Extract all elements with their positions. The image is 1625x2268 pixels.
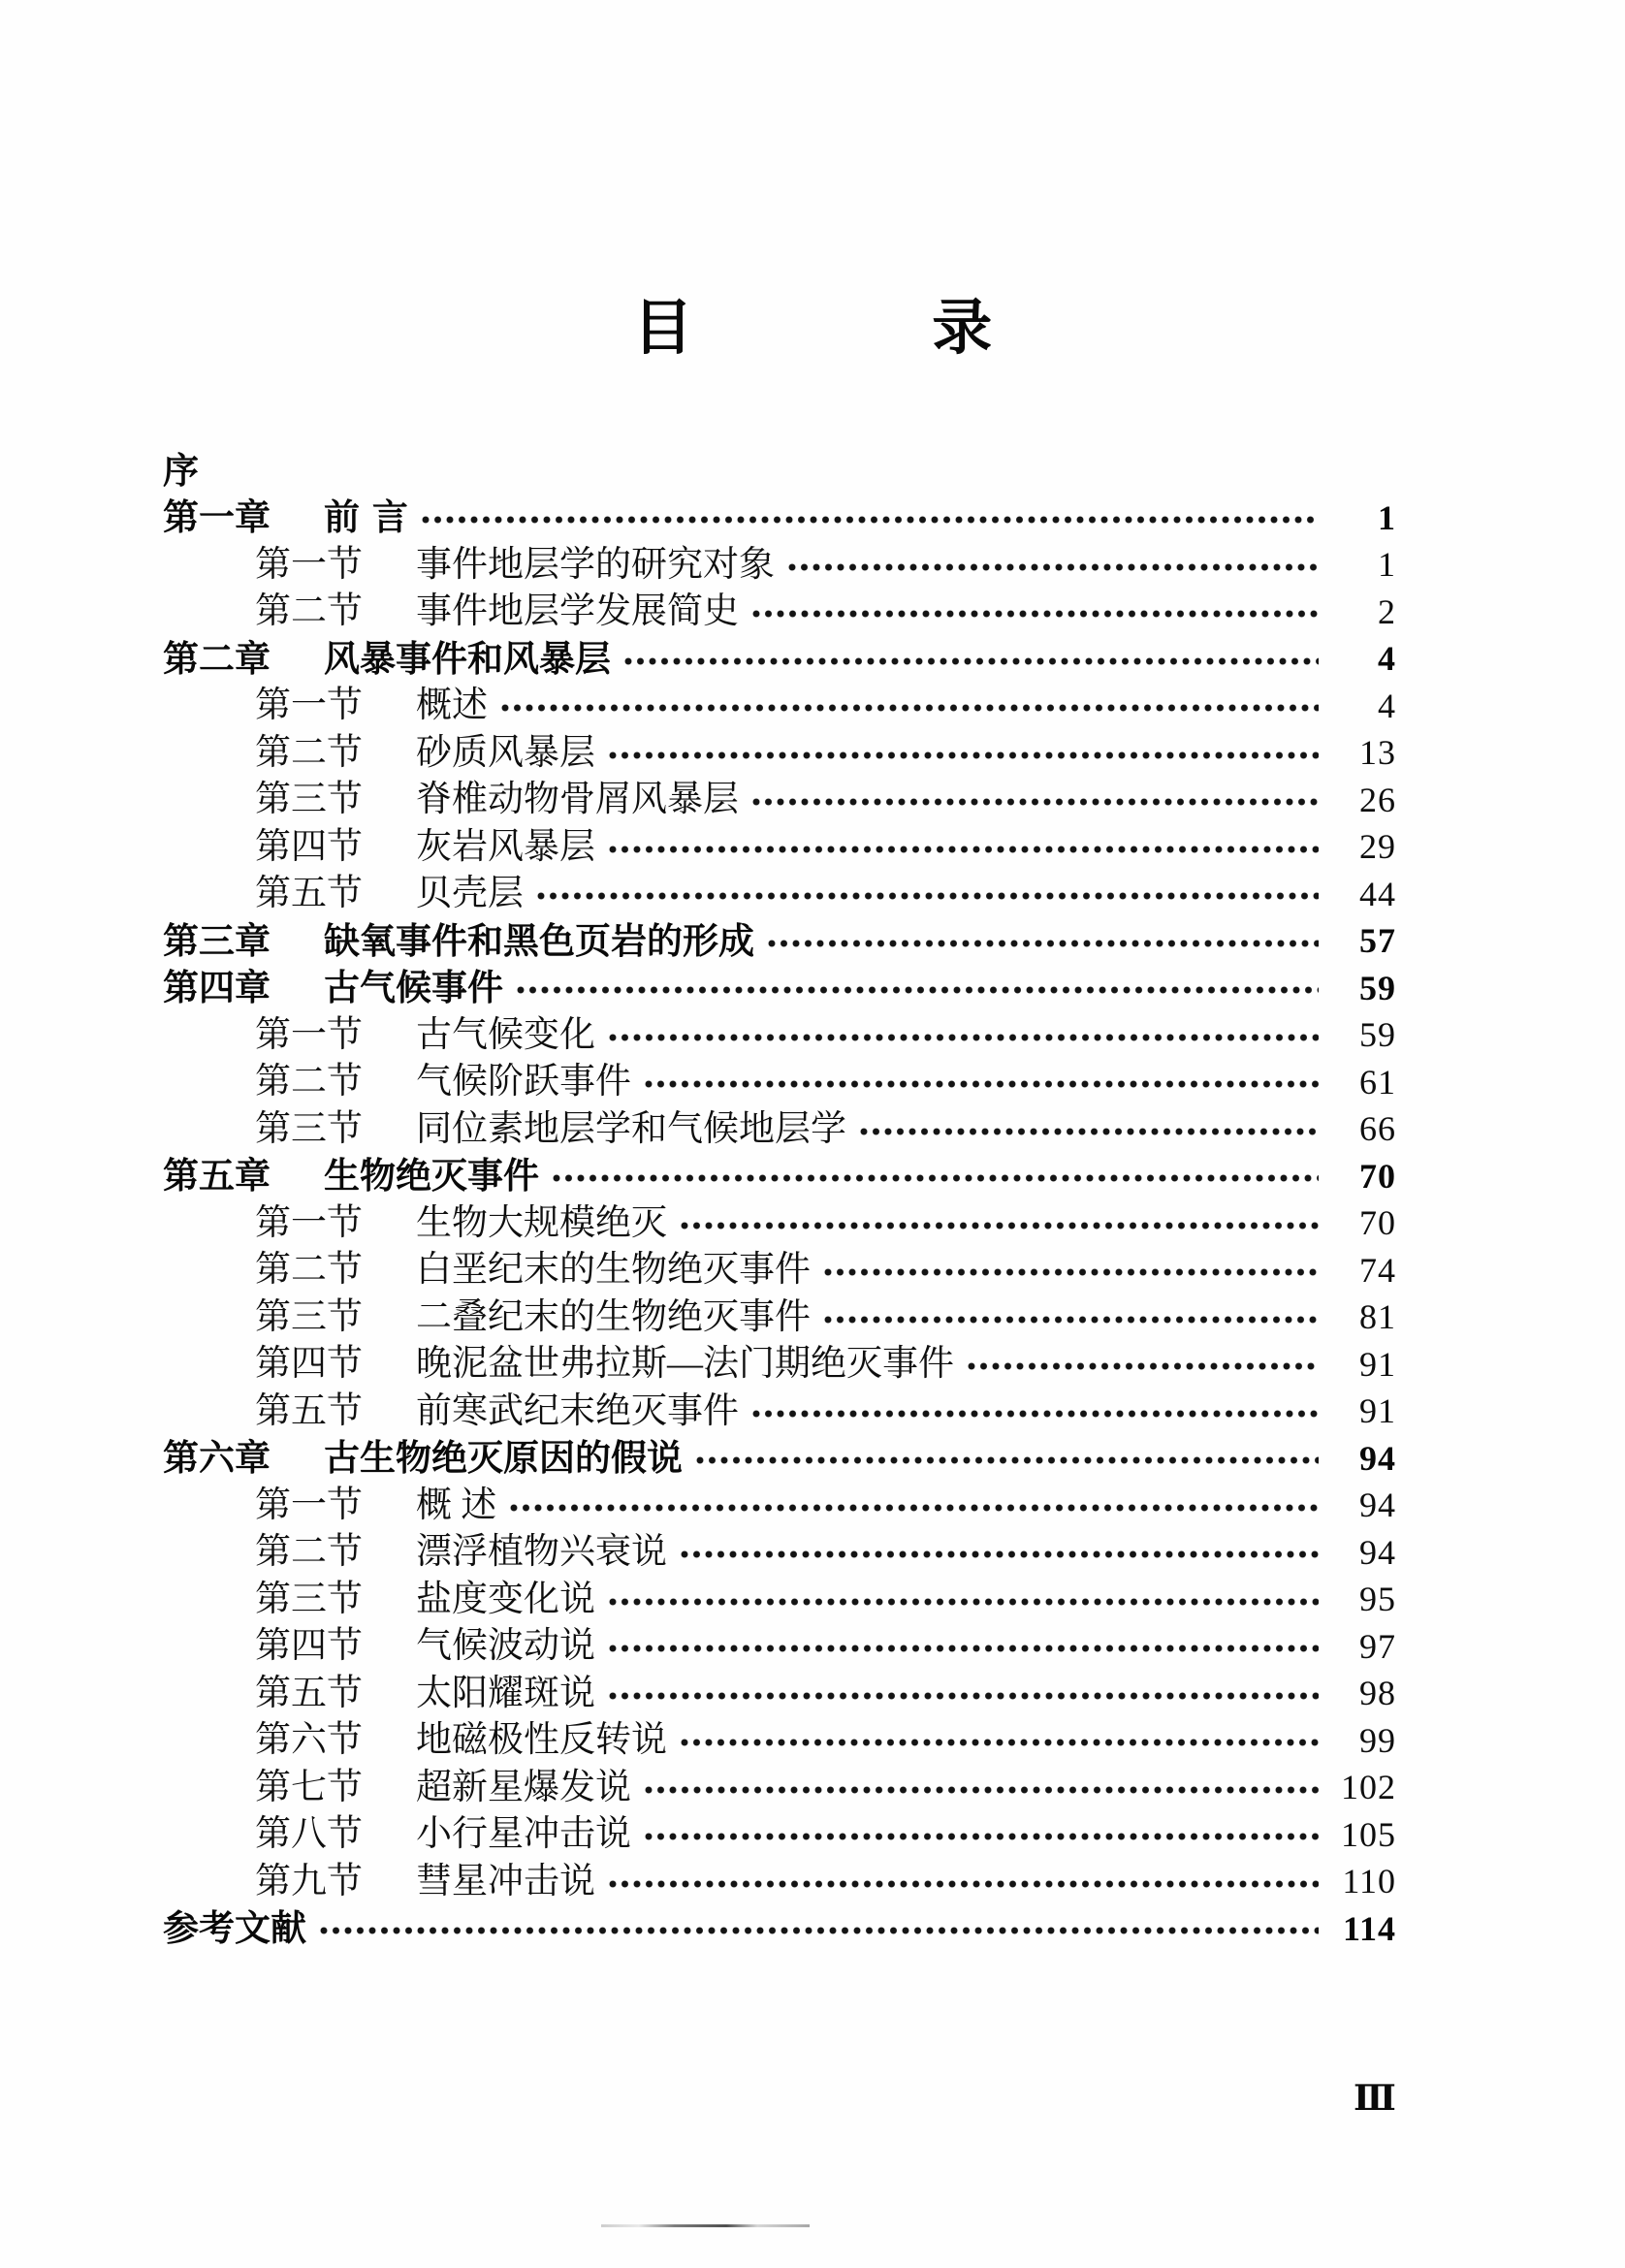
toc-entry-page-number: 70 bbox=[1359, 1156, 1396, 1196]
toc-entry bbox=[163, 447, 1396, 495]
toc-entry-label: 第一节 bbox=[255, 544, 363, 585]
dot-leader bbox=[766, 938, 1319, 950]
toc-entry-label: 第七节 bbox=[255, 1767, 363, 1807]
dot-leader bbox=[607, 1690, 1319, 1703]
toc-entry-title: 概述 bbox=[416, 686, 488, 726]
toc-entry-page-number: 97 bbox=[1359, 1626, 1396, 1666]
toc-entry bbox=[163, 823, 1396, 871]
toc-entry bbox=[163, 1764, 1396, 1811]
folio-page-number: Ⅲ bbox=[1354, 2078, 1396, 2119]
toc-entry bbox=[163, 1153, 1396, 1200]
dot-leader bbox=[786, 561, 1319, 574]
toc-entry-page-number: 94 bbox=[1359, 1532, 1396, 1572]
dot-leader bbox=[643, 1831, 1319, 1843]
dot-leader bbox=[822, 1266, 1319, 1279]
toc-entry bbox=[163, 495, 1396, 542]
toc-entry-page-number: 102 bbox=[1341, 1768, 1396, 1807]
toc-entry bbox=[163, 1011, 1396, 1059]
toc-entry-title: 生物大规模绝灭 bbox=[416, 1202, 667, 1243]
toc-entry-page-number: 13 bbox=[1359, 733, 1396, 773]
toc-entry bbox=[163, 777, 1396, 824]
toc-entry bbox=[163, 1199, 1396, 1247]
toc-entry bbox=[163, 1341, 1396, 1389]
toc-entry-page-number: 59 bbox=[1359, 968, 1396, 1007]
toc-entry-page-number: 95 bbox=[1359, 1580, 1396, 1619]
scan-artifact bbox=[601, 2224, 810, 2227]
toc-entry-label: 第一章 bbox=[163, 496, 271, 539]
toc-entry bbox=[163, 1059, 1396, 1106]
toc-entry-page-number: 4 bbox=[1378, 686, 1396, 725]
toc-entry-label: 第二节 bbox=[255, 1250, 363, 1291]
toc-entry bbox=[163, 635, 1396, 683]
toc-entry bbox=[163, 1623, 1396, 1671]
toc-entry-page-number: 99 bbox=[1359, 1720, 1396, 1760]
toc-entry-page-number: 110 bbox=[1342, 1862, 1396, 1901]
dot-leader bbox=[750, 1408, 1319, 1421]
toc-entry-title: 古生物绝灭原因的假说 bbox=[324, 1437, 683, 1480]
toc-entry bbox=[163, 541, 1396, 589]
toc-entry-title: 地磁极性反转说 bbox=[416, 1720, 667, 1761]
toc-entry-label: 第三节 bbox=[255, 1296, 363, 1337]
toc-entry-page-number: 61 bbox=[1359, 1062, 1396, 1102]
toc-entry-page-number: 91 bbox=[1359, 1391, 1396, 1431]
dot-leader bbox=[694, 1454, 1319, 1467]
toc-entry-label: 第四节 bbox=[255, 1626, 363, 1667]
dot-leader bbox=[607, 1032, 1319, 1044]
toc-entry-label: 第三节 bbox=[255, 1579, 363, 1619]
dot-leader bbox=[622, 655, 1319, 668]
toc-entry-title: 事件地层学发展简史 bbox=[416, 591, 739, 632]
toc-entry-title: 小行星冲击说 bbox=[416, 1814, 631, 1855]
toc-entry bbox=[163, 1294, 1396, 1341]
toc-entry-title: 晚泥盆世弗拉斯—法门期绝灭事件 bbox=[416, 1344, 954, 1385]
page-title: 目 录 bbox=[632, 292, 993, 363]
toc-entry-label: 第二节 bbox=[255, 1532, 363, 1573]
dot-leader bbox=[535, 890, 1319, 903]
toc-entry-title: 同位素地层学和气候地层学 bbox=[416, 1108, 846, 1149]
toc-entry-title: 事件地层学的研究对象 bbox=[416, 544, 775, 585]
toc-entry-title: 前寒武纪末绝灭事件 bbox=[416, 1390, 739, 1431]
toc-entry bbox=[163, 1905, 1396, 1953]
dot-leader bbox=[643, 1784, 1319, 1797]
toc-entry-page-number: 81 bbox=[1359, 1297, 1396, 1337]
toc-entry bbox=[163, 1858, 1396, 1905]
toc-entry-page-number: 57 bbox=[1359, 921, 1396, 961]
toc-entry-title: 超新星爆发说 bbox=[416, 1767, 631, 1807]
toc-entry-label: 第九节 bbox=[255, 1861, 363, 1901]
toc-entry-page-number: 114 bbox=[1342, 1908, 1396, 1948]
toc-entry bbox=[163, 871, 1396, 918]
toc-entry bbox=[163, 683, 1396, 730]
toc-entry-title: 生物绝灭事件 bbox=[324, 1155, 539, 1198]
toc-entry-title: 灰岩风暴层 bbox=[416, 826, 595, 867]
dot-leader bbox=[515, 984, 1319, 997]
dot-leader bbox=[499, 702, 1319, 715]
toc-entry-label: 参考文献 bbox=[163, 1907, 306, 1950]
toc-entry-label: 第五节 bbox=[255, 874, 363, 914]
toc-entry-label: 第二节 bbox=[255, 1062, 363, 1102]
toc-entry-page-number: 1 bbox=[1378, 545, 1396, 585]
toc-entry-page-number: 94 bbox=[1359, 1485, 1396, 1525]
toc-entry-title: 古气候事件 bbox=[324, 967, 503, 1009]
toc-entry-label: 第一节 bbox=[255, 1202, 363, 1243]
toc-entry-label: 第四节 bbox=[255, 826, 363, 867]
toc-entry-label: 第五节 bbox=[255, 1673, 363, 1713]
toc-entry bbox=[163, 1576, 1396, 1623]
toc-entry bbox=[163, 1811, 1396, 1859]
toc-entry-label: 第二节 bbox=[255, 732, 363, 773]
dot-leader bbox=[858, 1126, 1319, 1138]
dot-leader bbox=[551, 1172, 1319, 1185]
toc-entry-label: 第八节 bbox=[255, 1814, 363, 1855]
dot-leader bbox=[679, 1549, 1319, 1561]
toc-entry-title: 前 言 bbox=[324, 496, 408, 539]
toc-entry-page-number: 29 bbox=[1359, 827, 1396, 867]
toc-entry-title: 白垩纪末的生物绝灭事件 bbox=[416, 1250, 811, 1291]
dot-leader bbox=[607, 750, 1319, 762]
toc-entry-title: 二叠纪末的生物绝灭事件 bbox=[416, 1296, 811, 1337]
toc-entry-page-number: 91 bbox=[1359, 1344, 1396, 1384]
toc-entry-page-number: 98 bbox=[1359, 1674, 1396, 1713]
toc-entry-label: 第六节 bbox=[255, 1720, 363, 1761]
dot-leader bbox=[607, 1596, 1319, 1609]
toc-entry-title: 缺氧事件和黑色页岩的形成 bbox=[324, 919, 754, 962]
toc-entry-page-number: 74 bbox=[1359, 1250, 1396, 1290]
toc-entry-page-number: 70 bbox=[1359, 1203, 1396, 1243]
dot-leader bbox=[822, 1314, 1319, 1326]
toc-entry-title: 概 述 bbox=[416, 1485, 497, 1525]
toc-entry-title: 砂质风暴层 bbox=[416, 732, 595, 773]
toc-entry-title: 盐度变化说 bbox=[416, 1579, 595, 1619]
toc-entry-title: 太阳耀斑说 bbox=[416, 1673, 595, 1713]
dot-leader bbox=[643, 1078, 1319, 1091]
toc-entry-label: 第二章 bbox=[163, 637, 271, 680]
dot-leader bbox=[420, 514, 1319, 527]
toc-entry-page-number: 105 bbox=[1341, 1814, 1396, 1854]
dot-leader bbox=[966, 1360, 1319, 1373]
toc-entry bbox=[163, 1717, 1396, 1765]
toc-entry bbox=[163, 589, 1396, 636]
toc-entry bbox=[163, 1105, 1396, 1153]
toc-entry bbox=[163, 1247, 1396, 1294]
toc-entry bbox=[163, 1482, 1396, 1529]
dot-leader bbox=[607, 1878, 1319, 1891]
dot-leader bbox=[607, 1643, 1319, 1655]
toc-entry-title: 贝壳层 bbox=[416, 874, 524, 914]
toc-entry-title: 气候波动说 bbox=[416, 1626, 595, 1667]
toc-entry-page-number: 2 bbox=[1378, 591, 1396, 631]
toc-entry-title: 气候阶跃事件 bbox=[416, 1062, 631, 1102]
toc-entry-page-number: 4 bbox=[1378, 639, 1396, 679]
toc-entry-page-number: 26 bbox=[1359, 780, 1396, 819]
dot-leader bbox=[750, 796, 1319, 809]
toc-entry bbox=[163, 1388, 1396, 1435]
toc-entry-label: 第三节 bbox=[255, 780, 363, 820]
toc-entry-label: 第五节 bbox=[255, 1390, 363, 1431]
toc-entry-label: 第四节 bbox=[255, 1344, 363, 1385]
toc-entry-label: 第一节 bbox=[255, 1485, 363, 1525]
toc-entry bbox=[163, 917, 1396, 965]
toc-entry-title: 漂浮植物兴衰说 bbox=[416, 1532, 667, 1573]
toc-entry bbox=[163, 1529, 1396, 1577]
dot-leader bbox=[750, 608, 1319, 621]
dot-leader bbox=[607, 844, 1319, 856]
toc-entry-label: 第二节 bbox=[255, 591, 363, 632]
toc-entry-label: 第三节 bbox=[255, 1108, 363, 1149]
toc-entry bbox=[163, 729, 1396, 777]
toc-entry-page-number: 1 bbox=[1378, 497, 1396, 537]
toc-entry-title: 古气候变化 bbox=[416, 1014, 595, 1055]
toc-entry-page-number: 66 bbox=[1359, 1109, 1396, 1149]
toc-entry-label: 第一节 bbox=[255, 1014, 363, 1055]
toc-list bbox=[163, 447, 1396, 1952]
toc-entry-label: 第五章 bbox=[163, 1155, 271, 1198]
toc-entry bbox=[163, 1670, 1396, 1717]
toc-entry-page-number: 44 bbox=[1359, 874, 1396, 913]
dot-leader bbox=[679, 1737, 1319, 1749]
toc-entry-title: 彗星冲击说 bbox=[416, 1861, 595, 1901]
toc-entry-label: 第四章 bbox=[163, 967, 271, 1009]
dot-leader bbox=[318, 1925, 1319, 1937]
toc-entry-label: 第一节 bbox=[255, 686, 363, 726]
toc-entry-label: 第三章 bbox=[163, 919, 271, 962]
toc-entry-label: 第六章 bbox=[163, 1437, 271, 1480]
toc-entry bbox=[163, 1435, 1396, 1483]
dot-leader bbox=[679, 1220, 1319, 1232]
toc-entry bbox=[163, 965, 1396, 1012]
toc-entry-page-number: 59 bbox=[1359, 1015, 1396, 1055]
toc-entry-title: 风暴事件和风暴层 bbox=[324, 637, 611, 680]
toc-entry-label: 序 bbox=[163, 449, 199, 492]
dot-leader bbox=[508, 1502, 1319, 1515]
toc-entry-page-number: 94 bbox=[1359, 1438, 1396, 1478]
toc-entry-title: 脊椎动物骨屑风暴层 bbox=[416, 780, 739, 820]
